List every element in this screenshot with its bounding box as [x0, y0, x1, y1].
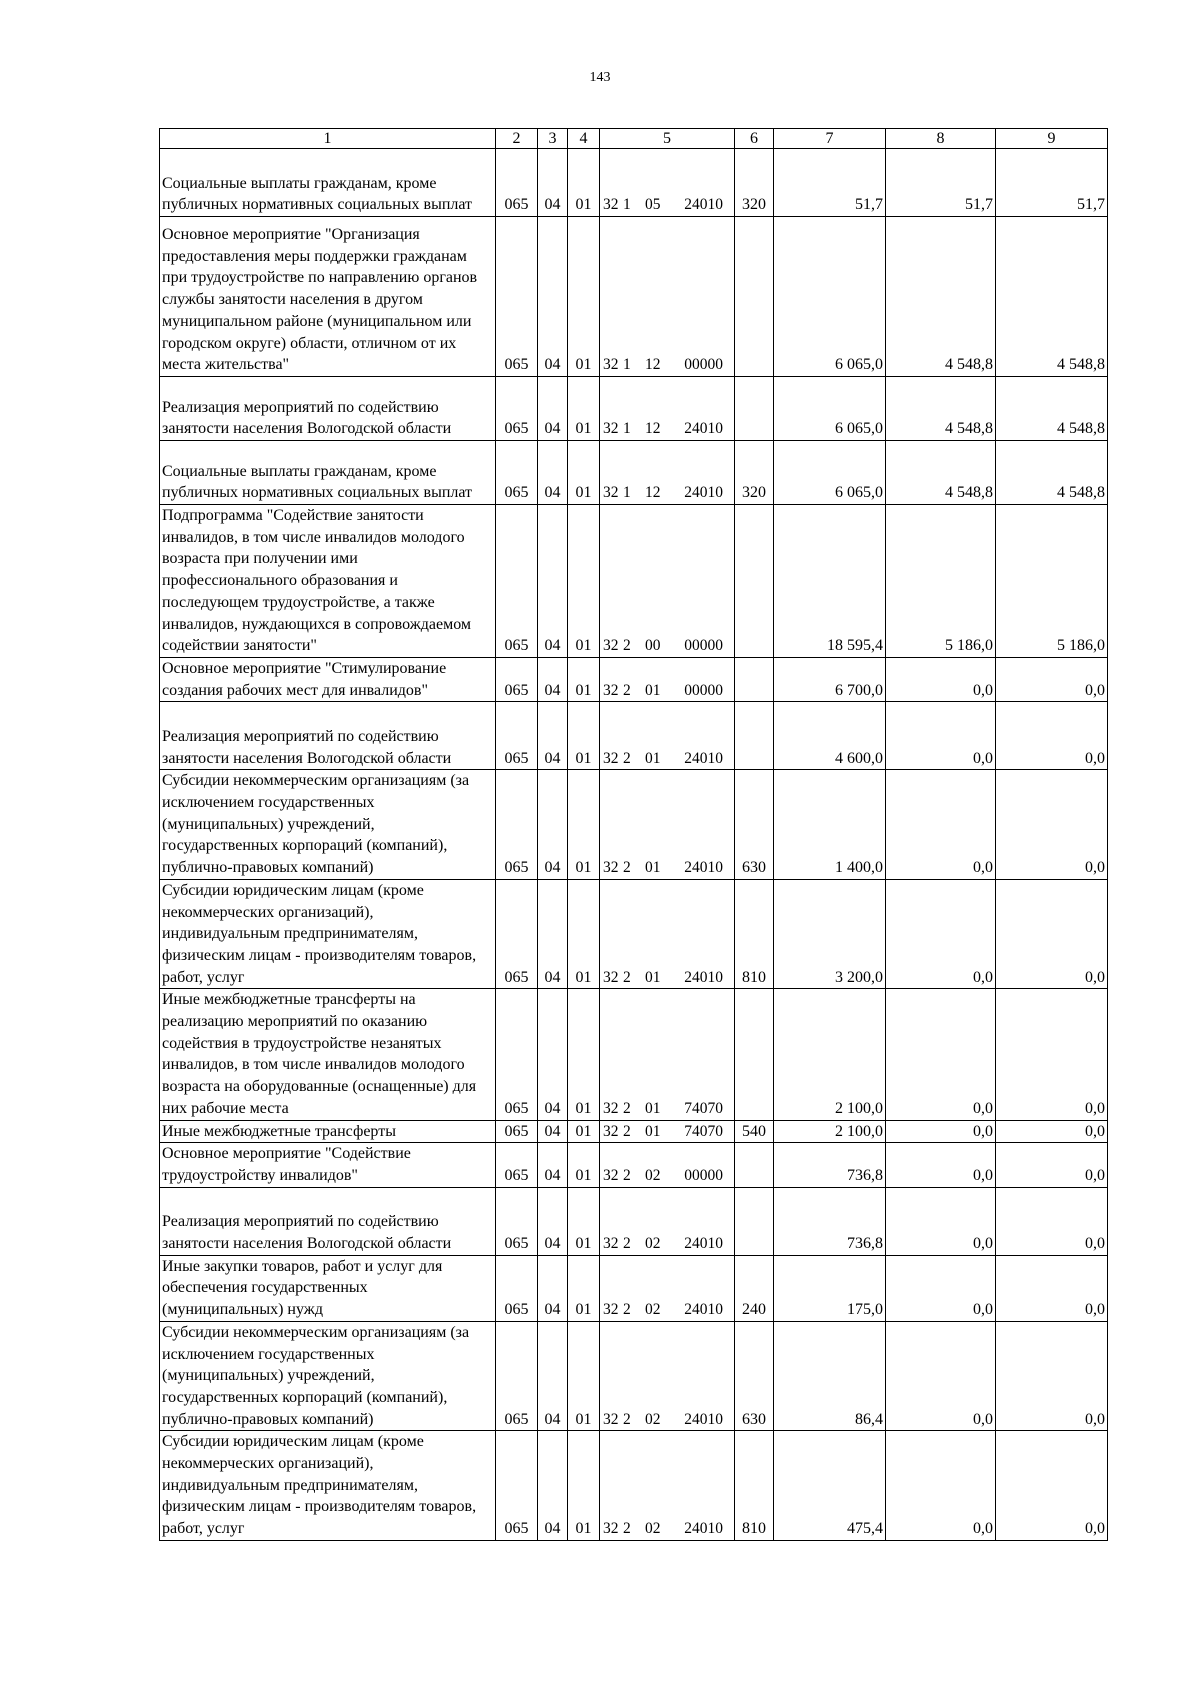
target-code-part: 24010 [684, 196, 723, 214]
target-code-part: 32 [603, 1520, 619, 1538]
target-code-part: 24010 [684, 1301, 723, 1319]
amount-col7: 51,7 [774, 149, 886, 217]
table-row [160, 377, 1108, 441]
target-code [600, 377, 735, 441]
table-row [160, 702, 1108, 770]
subchapter-code: 01 [568, 1431, 600, 1541]
target-code-part: 32 [603, 1234, 619, 1252]
target-code-part: 12 [645, 356, 661, 374]
section-code: 065 [496, 879, 538, 989]
section-code: 065 [496, 1321, 538, 1431]
target-code-part: 2 [623, 968, 631, 986]
expense-type-code [735, 989, 774, 1120]
table-row [160, 1321, 1108, 1431]
row-name: Субсидии некоммерческим организациям (за исключением государственных (муниципальных) учреждений, государственных корпораций (компаний), публично-правовых компаний) [160, 1321, 496, 1431]
target-code-part: 00000 [684, 356, 723, 374]
subchapter-code: 01 [568, 377, 600, 441]
amount-col7: 736,8 [774, 1187, 886, 1255]
target-code-part: 74070 [684, 1122, 723, 1140]
amount-col9: 0,0 [996, 1255, 1108, 1321]
expense-type-code: 240 [735, 1255, 774, 1321]
table-row [160, 217, 1108, 377]
target-code-part: 02 [645, 1166, 661, 1184]
chapter-code: 04 [538, 217, 568, 377]
target-code-part: 1 [623, 484, 631, 502]
row-name: Иные закупки товаров, работ и услуг для обеспечения государственных (муниципальных) нужд [160, 1255, 496, 1321]
target-code-part: 32 [603, 196, 619, 214]
header-cell: 8 [886, 129, 996, 149]
row-name: Субсидии юридическим лицам (кроме некоммерческих организаций), индивидуальным предпринимателям, физическим лицам - производителям товаров, работ, услуг [160, 1431, 496, 1541]
expense-type-code [735, 1143, 774, 1187]
subchapter-code: 01 [568, 505, 600, 658]
target-code [600, 217, 735, 377]
section-code: 065 [496, 1255, 538, 1321]
amount-col8: 4 548,8 [886, 377, 996, 441]
subchapter-code: 01 [568, 1120, 600, 1143]
target-code [600, 879, 735, 989]
header-cell: 1 [160, 129, 496, 149]
table-row [160, 989, 1108, 1120]
table-row [160, 149, 1108, 217]
target-code [600, 1255, 735, 1321]
target-code-part: 2 [623, 1410, 631, 1428]
amount-col7: 175,0 [774, 1255, 886, 1321]
section-code: 065 [496, 149, 538, 217]
expense-type-code [735, 1187, 774, 1255]
target-code [600, 657, 735, 701]
subchapter-code: 01 [568, 1321, 600, 1431]
row-name: Подпрограмма "Содействие занятости инвалидов, в том числе инвалидов молодого возраста при получении ими профессионального образования и последующем трудоустройстве, а также инвалидов, нуждающихся в сопровождаемом содействии занятости" [160, 505, 496, 658]
table-row [160, 1431, 1108, 1541]
amount-col8: 0,0 [886, 1143, 996, 1187]
target-code [600, 702, 735, 770]
target-code [600, 505, 735, 658]
chapter-code: 04 [538, 1187, 568, 1255]
table-row [160, 441, 1108, 505]
section-code: 065 [496, 1143, 538, 1187]
target-code [600, 1321, 735, 1431]
header-row [160, 129, 1108, 149]
amount-col7: 3 200,0 [774, 879, 886, 989]
target-code-part: 01 [645, 681, 661, 699]
target-code-part: 2 [623, 1122, 631, 1140]
section-code: 065 [496, 1431, 538, 1541]
amount-col7: 6 065,0 [774, 217, 886, 377]
target-code-part: 32 [603, 749, 619, 767]
target-code-part: 2 [623, 859, 631, 877]
chapter-code: 04 [538, 441, 568, 505]
target-code-part: 32 [603, 1410, 619, 1428]
table-row [160, 770, 1108, 880]
section-code: 065 [496, 377, 538, 441]
table-row [160, 1143, 1108, 1187]
target-code-part: 24010 [684, 420, 723, 438]
section-code: 065 [496, 217, 538, 377]
target-code-part: 02 [645, 1301, 661, 1319]
target-code-part: 2 [623, 1520, 631, 1538]
subchapter-code: 01 [568, 657, 600, 701]
expense-type-code: 320 [735, 441, 774, 505]
section-code: 065 [496, 657, 538, 701]
chapter-code: 04 [538, 377, 568, 441]
target-code-part: 1 [623, 196, 631, 214]
target-code-part: 74070 [684, 1099, 723, 1117]
target-code-part: 12 [645, 484, 661, 502]
amount-col8: 0,0 [886, 702, 996, 770]
header-cell: 9 [996, 129, 1108, 149]
amount-col9: 0,0 [996, 702, 1108, 770]
amount-col7: 4 600,0 [774, 702, 886, 770]
amount-col8: 0,0 [886, 1321, 996, 1431]
target-code-part: 01 [645, 1122, 661, 1140]
amount-col9: 4 548,8 [996, 377, 1108, 441]
section-code: 065 [496, 505, 538, 658]
target-code-part: 32 [603, 859, 619, 877]
amount-col9: 0,0 [996, 989, 1108, 1120]
expense-type-code [735, 217, 774, 377]
section-code: 065 [496, 1120, 538, 1143]
amount-col8: 0,0 [886, 879, 996, 989]
target-code-part: 2 [623, 749, 631, 767]
target-code-part: 00000 [684, 637, 723, 655]
header-cell: 6 [735, 129, 774, 149]
target-code-part: 24010 [684, 1234, 723, 1252]
row-name: Субсидии юридическим лицам (кроме некоммерческих организаций), индивидуальным предпринимателям, физическим лицам - производителям товаров, работ, услуг [160, 879, 496, 989]
amount-col7: 2 100,0 [774, 989, 886, 1120]
chapter-code: 04 [538, 1431, 568, 1541]
amount-col9: 0,0 [996, 657, 1108, 701]
section-code: 065 [496, 989, 538, 1120]
target-code-part: 01 [645, 859, 661, 877]
expense-type-code: 810 [735, 1431, 774, 1541]
subchapter-code: 01 [568, 702, 600, 770]
chapter-code: 04 [538, 1120, 568, 1143]
subchapter-code: 01 [568, 770, 600, 880]
subchapter-code: 01 [568, 879, 600, 989]
target-code-part: 2 [623, 1234, 631, 1252]
target-code-part: 24010 [684, 968, 723, 986]
chapter-code: 04 [538, 702, 568, 770]
row-name: Субсидии некоммерческим организациям (за исключением государственных (муниципальных) учреждений, государственных корпораций (компаний), публично-правовых компаний) [160, 770, 496, 880]
row-name: Реализация мероприятий по содействию занятости населения Вологодской области [160, 377, 496, 441]
target-code-part: 01 [645, 968, 661, 986]
chapter-code: 04 [538, 505, 568, 658]
target-code-part: 00000 [684, 681, 723, 699]
target-code [600, 1120, 735, 1143]
section-code: 065 [496, 702, 538, 770]
target-code [600, 1431, 735, 1541]
target-code-part: 32 [603, 681, 619, 699]
table-row [160, 1255, 1108, 1321]
expense-type-code [735, 505, 774, 658]
amount-col9: 4 548,8 [996, 441, 1108, 505]
target-code-part: 32 [603, 1166, 619, 1184]
amount-col7: 6 065,0 [774, 441, 886, 505]
chapter-code: 04 [538, 1143, 568, 1187]
target-code-part: 05 [645, 196, 661, 214]
target-code-part: 2 [623, 637, 631, 655]
target-code-part: 2 [623, 1301, 631, 1319]
expense-type-code [735, 377, 774, 441]
target-code-part: 32 [603, 968, 619, 986]
amount-col7: 736,8 [774, 1143, 886, 1187]
target-code-part: 32 [603, 637, 619, 655]
budget-table [159, 128, 1108, 1541]
section-code: 065 [496, 441, 538, 505]
subchapter-code: 01 [568, 1255, 600, 1321]
target-code-part: 32 [603, 420, 619, 438]
amount-col7: 18 595,4 [774, 505, 886, 658]
amount-col8: 0,0 [886, 1120, 996, 1143]
subchapter-code: 01 [568, 1187, 600, 1255]
header-cell: 4 [568, 129, 600, 149]
amount-col8: 4 548,8 [886, 441, 996, 505]
target-code [600, 770, 735, 880]
subchapter-code: 01 [568, 217, 600, 377]
expense-type-code: 540 [735, 1120, 774, 1143]
subchapter-code: 01 [568, 149, 600, 217]
target-code-part: 24010 [684, 749, 723, 767]
amount-col9: 0,0 [996, 879, 1108, 989]
row-name: Социальные выплаты гражданам, кроме публичных нормативных социальных выплат [160, 149, 496, 217]
amount-col8: 0,0 [886, 989, 996, 1120]
section-code: 065 [496, 1187, 538, 1255]
target-code-part: 32 [603, 1301, 619, 1319]
table-row [160, 1120, 1108, 1143]
expense-type-code: 630 [735, 770, 774, 880]
target-code-part: 02 [645, 1234, 661, 1252]
amount-col8: 4 548,8 [886, 217, 996, 377]
target-code [600, 1143, 735, 1187]
target-code-part: 00000 [684, 1166, 723, 1184]
amount-col9: 5 186,0 [996, 505, 1108, 658]
amount-col7: 6 700,0 [774, 657, 886, 701]
target-code-part: 2 [623, 1099, 631, 1117]
target-code-part: 24010 [684, 1410, 723, 1428]
target-code-part: 01 [645, 749, 661, 767]
table-row [160, 1187, 1108, 1255]
expense-type-code: 810 [735, 879, 774, 989]
chapter-code: 04 [538, 1321, 568, 1431]
target-code-part: 2 [623, 681, 631, 699]
target-code-part: 32 [603, 356, 619, 374]
amount-col9: 0,0 [996, 770, 1108, 880]
amount-col9: 0,0 [996, 1321, 1108, 1431]
expense-type-code [735, 702, 774, 770]
chapter-code: 04 [538, 149, 568, 217]
amount-col7: 475,4 [774, 1431, 886, 1541]
amount-col7: 86,4 [774, 1321, 886, 1431]
target-code-part: 2 [623, 1166, 631, 1184]
amount-col9: 51,7 [996, 149, 1108, 217]
header-cell: 2 [496, 129, 538, 149]
target-code-part: 1 [623, 356, 631, 374]
row-name: Социальные выплаты гражданам, кроме публичных нормативных социальных выплат [160, 441, 496, 505]
amount-col9: 4 548,8 [996, 217, 1108, 377]
target-code-part: 24010 [684, 1520, 723, 1538]
row-name: Основное мероприятие "Стимулирование создания рабочих мест для инвалидов" [160, 657, 496, 701]
subchapter-code: 01 [568, 1143, 600, 1187]
amount-col7: 1 400,0 [774, 770, 886, 880]
row-name: Иные межбюджетные трансферты на реализацию мероприятий по оказанию содействия в трудоустройстве незанятых инвалидов, в том числе инвалидов молодого возраста на оборудованные (оснащенные) для них рабочие места [160, 989, 496, 1120]
section-code: 065 [496, 770, 538, 880]
amount-col8: 0,0 [886, 1431, 996, 1541]
row-name: Иные межбюджетные трансферты [160, 1120, 496, 1143]
amount-col8: 0,0 [886, 770, 996, 880]
target-code-part: 00 [645, 637, 661, 655]
amount-col9: 0,0 [996, 1431, 1108, 1541]
chapter-code: 04 [538, 879, 568, 989]
row-name: Реализация мероприятий по содействию занятости населения Вологодской области [160, 702, 496, 770]
header-cell: 7 [774, 129, 886, 149]
target-code [600, 989, 735, 1120]
target-code-part: 02 [645, 1520, 661, 1538]
amount-col8: 0,0 [886, 1255, 996, 1321]
header-cell: 5 [600, 129, 735, 149]
subchapter-code: 01 [568, 989, 600, 1120]
amount-col8: 0,0 [886, 1187, 996, 1255]
expense-type-code [735, 657, 774, 701]
chapter-code: 04 [538, 770, 568, 880]
expense-type-code: 630 [735, 1321, 774, 1431]
target-code [600, 441, 735, 505]
table-row [160, 879, 1108, 989]
page-number: 143 [589, 70, 611, 85]
target-code-part: 12 [645, 420, 661, 438]
target-code-part: 32 [603, 484, 619, 502]
chapter-code: 04 [538, 657, 568, 701]
target-code-part: 32 [603, 1122, 619, 1140]
header-cell: 3 [538, 129, 568, 149]
amount-col9: 0,0 [996, 1143, 1108, 1187]
expense-type-code: 320 [735, 149, 774, 217]
table-row [160, 505, 1108, 658]
row-name: Реализация мероприятий по содействию занятости населения Вологодской области [160, 1187, 496, 1255]
chapter-code: 04 [538, 1255, 568, 1321]
target-code-part: 24010 [684, 859, 723, 877]
amount-col8: 51,7 [886, 149, 996, 217]
row-name: Основное мероприятие "Организация предоставления меры поддержки гражданам при трудоустройстве по направлению органов службы занятости населения в другом муниципальном районе (муниципальном или городском округе) области, отличном от их места жительства" [160, 217, 496, 377]
target-code-part: 01 [645, 1099, 661, 1117]
amount-col7: 2 100,0 [774, 1120, 886, 1143]
target-code [600, 1187, 735, 1255]
amount-col7: 6 065,0 [774, 377, 886, 441]
target-code-part: 24010 [684, 484, 723, 502]
amount-col9: 0,0 [996, 1187, 1108, 1255]
subchapter-code: 01 [568, 441, 600, 505]
amount-col9: 0,0 [996, 1120, 1108, 1143]
row-name: Основное мероприятие "Содействие трудоустройству инвалидов" [160, 1143, 496, 1187]
amount-col8: 5 186,0 [886, 505, 996, 658]
amount-col8: 0,0 [886, 657, 996, 701]
target-code-part: 02 [645, 1410, 661, 1428]
table-row [160, 657, 1108, 701]
chapter-code: 04 [538, 989, 568, 1120]
target-code [600, 149, 735, 217]
target-code-part: 32 [603, 1099, 619, 1117]
target-code-part: 1 [623, 420, 631, 438]
